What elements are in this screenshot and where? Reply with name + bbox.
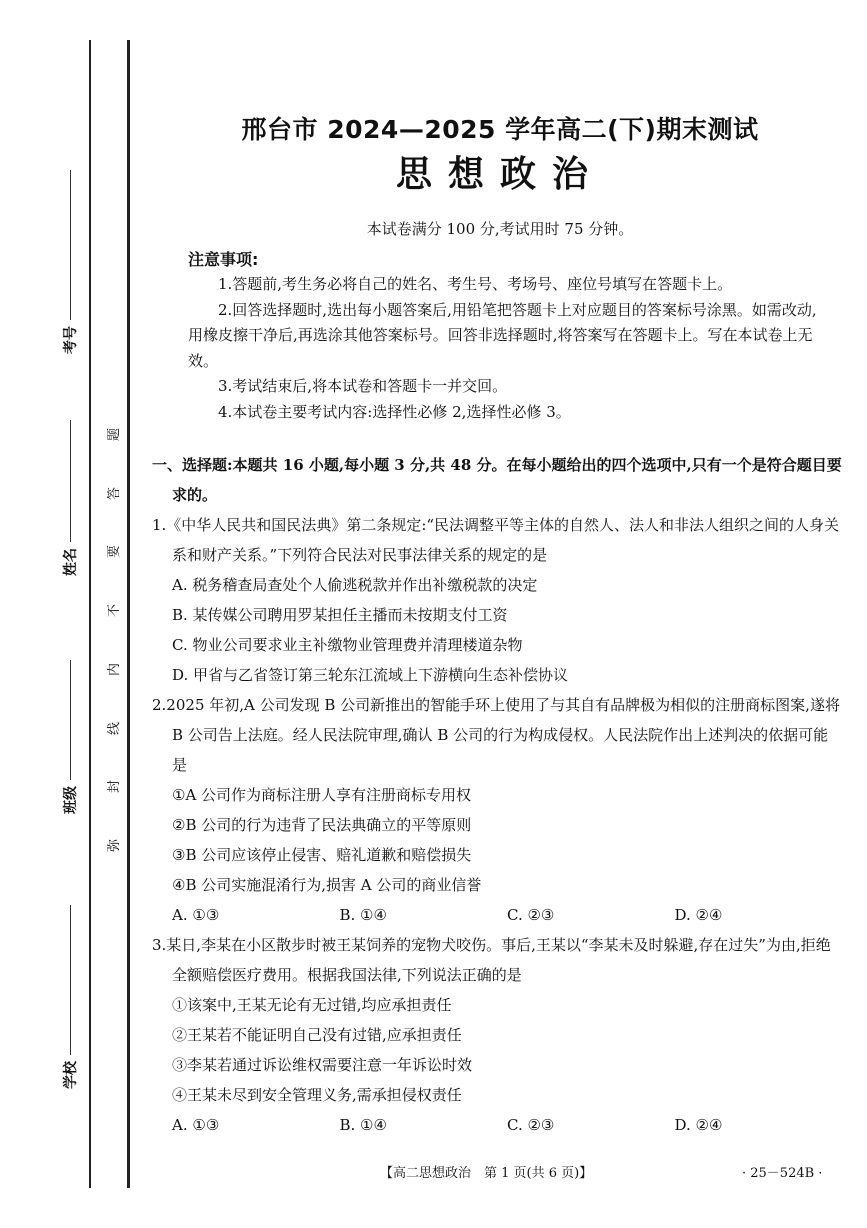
seal-line-text xyxy=(103,425,123,855)
choice-d[interactable]: D. ②④ xyxy=(674,1116,723,1134)
seal-char: 题 xyxy=(107,427,123,442)
notice-item: 3.考试结束后,将本试卷和答题卡一并交回。 xyxy=(218,377,508,395)
statement-2: ②B 公司的行为违背了民法典确立的平等原则 xyxy=(172,816,472,834)
seal-char: 线 xyxy=(107,721,123,735)
choice-b[interactable]: B. ①④ xyxy=(339,906,387,924)
choice-b[interactable]: B. ①④ xyxy=(339,1116,387,1134)
statement-3: ③B 公司应该停止侵害、赔礼道歉和赔偿损失 xyxy=(172,846,472,864)
paper-code: · 25－524B · xyxy=(742,1166,823,1181)
exam-number-field[interactable] xyxy=(50,170,90,354)
question-stem: 3.某日,李某在小区散步时被王某饲养的宠物犬咬伤。事后,王某以“李某未及时躲避,存在过失”为由,拒绝全额赔偿医疗费用。根据我国法律,下列说法正确的是 xyxy=(152,936,831,984)
question-2 xyxy=(152,690,842,930)
statement-1: ①A 公司作为商标注册人享有注册商标专用权 xyxy=(172,786,472,804)
statement-4: ④B 公司实施混淆行为,损害 A 公司的商业信誉 xyxy=(172,876,482,894)
option-a[interactable]: A. 税务稽查局查处个人偷逃税款并作出补缴税款的决定 xyxy=(172,576,538,594)
choice-row xyxy=(152,1110,842,1140)
margin-inner-line xyxy=(127,40,130,1188)
statement-2: ②王某若不能证明自己没有过错,应承担责任 xyxy=(172,1026,462,1044)
score-line: 本试卷满分 100 分,考试用时 75 分钟。 xyxy=(366,220,634,238)
subject-title: 思想政治 xyxy=(395,154,604,195)
choice-a[interactable]: A. ①③ xyxy=(172,1116,220,1134)
exam-title: 邢台市 2024—2025 学年高二(下)期末测试 xyxy=(241,115,759,144)
question-stem: 2.2025 年初,A 公司发现 B 公司新推出的智能手环上使用了与其自有品牌极为相似的注册商标图案,遂将 B 公司告上法庭。经人民法院审理,确认 B 公司的行为构成侵权。人民法院作出上述判决的依据可能是 xyxy=(152,696,840,774)
choice-row xyxy=(152,900,842,930)
statement-1: ①该案中,王某无论有无过错,均应承担责任 xyxy=(172,996,452,1014)
seal-char: 不 xyxy=(107,604,123,618)
option-d[interactable]: D. 甲省与乙省签订第三轮东江流域上下游横向生态补偿协议 xyxy=(172,666,569,684)
class-label: 班级 xyxy=(63,786,79,814)
notice-item: 4.本试卷主要考试内容:选择性必修 2,选择性必修 3。 xyxy=(218,402,571,421)
choice-c[interactable]: C. ②③ xyxy=(507,906,555,924)
question-3 xyxy=(152,930,842,1140)
seal-char: 封 xyxy=(107,780,123,794)
notice-title: 注意事项: xyxy=(188,250,259,269)
seal-char: 要 xyxy=(107,545,123,559)
choice-d[interactable]: D. ②④ xyxy=(674,906,723,924)
question-1 xyxy=(152,510,842,690)
choice-a[interactable]: A. ①③ xyxy=(172,906,220,924)
choice-c[interactable]: C. ②③ xyxy=(507,1116,555,1134)
seal-char: 答 xyxy=(107,486,123,500)
option-b[interactable]: B. 某传媒公司聘用罗某担任主播而未按期支付工资 xyxy=(172,606,508,624)
school-field[interactable] xyxy=(50,905,90,1089)
exam-number-label: 考号 xyxy=(63,326,79,354)
school-label: 学校 xyxy=(63,1061,79,1089)
section-title: 一、选择题:本题共 16 小题,每小题 3 分,共 48 分。在每小题给出的四个选项中,只有一个是符合题目要求的。 xyxy=(152,456,842,504)
option-c[interactable]: C. 物业公司要求业主补缴物业管理费并清理楼道杂物 xyxy=(172,636,523,654)
statement-4: ④王某未尽到安全管理义务,需承担侵权责任 xyxy=(172,1086,462,1104)
seal-char: 弥 xyxy=(107,838,123,852)
notice-list xyxy=(188,272,828,425)
question-area xyxy=(152,450,842,1140)
notice-item: 2.回答选择题时,选出每小题答案后,用铅笔把答题卡上对应题目的答案标号涂黑。如需改动,用橡皮擦干净后,再选涂其他答案标号。回答非选择题时,将答案写在答题卡上。写在本试卷上无效。 xyxy=(188,300,817,370)
name-label: 姓名 xyxy=(63,548,79,576)
notice-item: 1.答题前,考生务必将自己的姓名、考生号、考场号、座位号填写在答题卡上。 xyxy=(218,275,733,293)
page-label: 【高二思想政治 第 1 页(共 6 页)】 xyxy=(380,1166,593,1181)
question-stem: 1.《中华人民共和国民法典》第二条规定:“民法调整平等主体的自然人、法人和非法人组织之间的人身关系和财产关系。”下列符合民法对民事法律关系的规定的是 xyxy=(152,516,840,564)
seal-char: 内 xyxy=(107,662,123,676)
statement-3: ③李某若通过诉讼维权需要注意一年诉讼时效 xyxy=(172,1056,473,1074)
name-field[interactable] xyxy=(50,420,90,576)
class-field[interactable] xyxy=(50,660,90,814)
